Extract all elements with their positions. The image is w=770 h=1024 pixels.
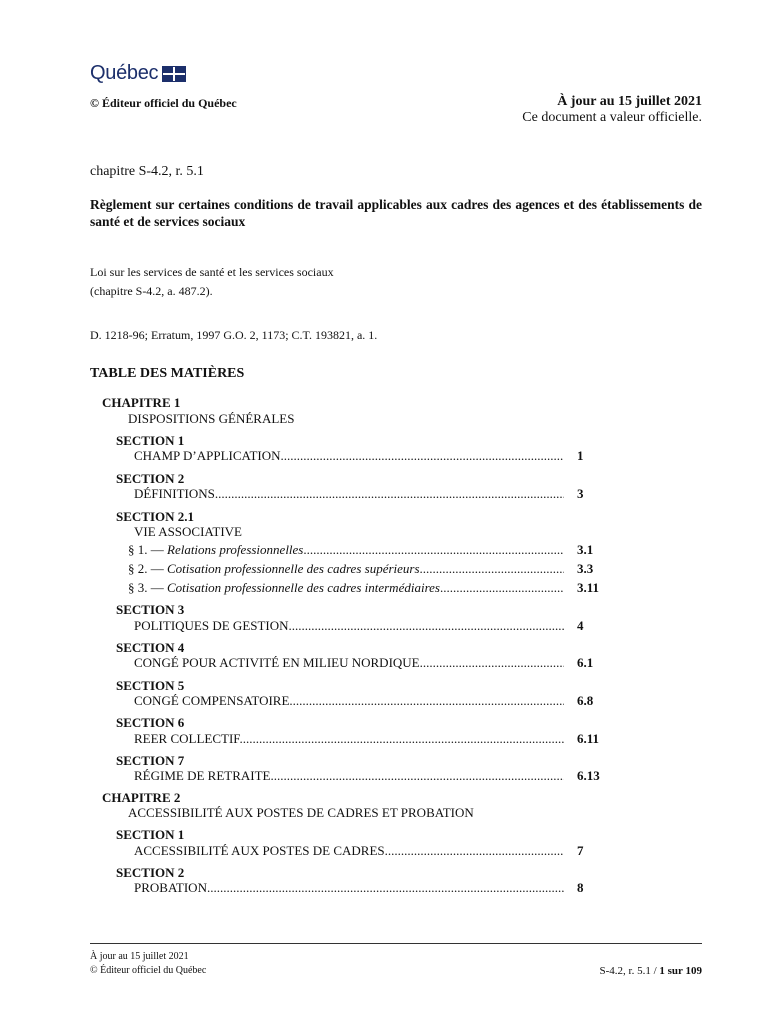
toc-link-champ-application[interactable]: CHAMP D’APPLICATION ..... [134, 448, 564, 464]
publisher-label: © Éditeur officiel du Québec [90, 96, 237, 110]
enabling-law [90, 263, 334, 301]
section-4-label: SECTION 4 [116, 640, 185, 655]
footer-update-date: À jour au 15 juillet 2021 [90, 951, 189, 962]
page-number: 8 [577, 880, 584, 895]
toc-link-politiques-gestion[interactable]: POLITIQUES DE GESTION ..... [134, 618, 564, 634]
chapter-1-label: CHAPITRE 1 [102, 395, 181, 410]
toc-link-regime-retraite[interactable]: RÉGIME DE RETRAITE ..... [134, 768, 564, 784]
toc-link-reer-collectif[interactable]: REER COLLECTIF ..... [134, 731, 564, 747]
page-number: 7 [577, 843, 584, 858]
page-number: 6.11 [577, 731, 600, 746]
page-number: 6.8 [577, 693, 594, 708]
footer-left [90, 950, 206, 978]
page-number: 3.3 [577, 561, 594, 576]
section-2-label: SECTION 2 [116, 471, 185, 486]
page-number: 4 [577, 618, 584, 633]
toc-link-relations-professionnelles[interactable]: § 1. — Relations professionnelles ..... [128, 542, 564, 558]
decree-references: D. 1218-96; Erratum, 1997 G.O. 2, 1173; C.T. 193821, a. 1. [90, 328, 378, 342]
page-number: 1 [577, 448, 584, 463]
toc-link-probation[interactable]: PROBATION ..... [134, 880, 564, 896]
header-status [522, 94, 702, 126]
chapter-2-title: ACCESSIBILITÉ AUX POSTES DE CADRES ET PROBATION [128, 805, 474, 820]
page-number: 3.11 [577, 580, 600, 595]
validity-note: Ce document a valeur officielle. [522, 110, 702, 125]
chapter-2-label: CHAPITRE 2 [102, 790, 181, 805]
toc-link-conge-milieu-nordique[interactable]: CONGÉ POUR ACTIVITÉ EN MILIEU NORDIQUE ..... [134, 655, 564, 671]
law-name: Loi sur les services de santé et les services sociaux [90, 265, 334, 279]
toc-link-conge-compensatoire[interactable]: CONGÉ COMPENSATOIRE ..... [134, 693, 564, 709]
footer-doc-ref: S-4.2, r. 5.1 / [599, 965, 660, 977]
chapter-reference: chapitre S-4.2, r. 5.1 [90, 164, 204, 179]
section-5-label: SECTION 5 [116, 678, 185, 693]
section-1-label: SECTION 1 [116, 827, 185, 842]
logo-wordmark: Québec [90, 62, 159, 84]
toc-heading: TABLE DES MATIÈRES [90, 366, 245, 381]
section-1-label: SECTION 1 [116, 433, 185, 448]
page-of-total: 1 sur 109 [659, 965, 702, 977]
page-indicator [600, 965, 703, 977]
toc-link-definitions[interactable]: DÉFINITIONS ..... [134, 486, 564, 502]
page-number: 3 [577, 486, 584, 501]
toc-link-cotisation-cadres-intermediaires[interactable]: § 3. — Cotisation professionnelle des cadres intermédiaires ..... [128, 580, 564, 596]
section-2-1-title: VIE ASSOCIATIVE [134, 524, 242, 539]
section-2-label: SECTION 2 [116, 865, 185, 880]
fleur-de-lis-flag-icon [162, 66, 186, 82]
page-number: 6.13 [577, 768, 600, 783]
footer-publisher: © Éditeur officiel du Québec [90, 965, 207, 976]
section-7-label: SECTION 7 [116, 753, 185, 768]
quebec-logo [90, 62, 186, 85]
page-number: 3.1 [577, 542, 594, 557]
regulation-title: Règlement sur certaines conditions de travail applicables aux cadres des agences et des établissements de santé et de services sociaux [90, 197, 702, 229]
chapter-1-title: DISPOSITIONS GÉNÉRALES [128, 411, 295, 426]
law-article: (chapitre S-4.2, a. 487.2). [90, 284, 213, 298]
section-6-label: SECTION 6 [116, 715, 185, 730]
section-3-label: SECTION 3 [116, 602, 185, 617]
section-2-1-label: SECTION 2.1 [116, 509, 195, 524]
toc-link-cotisation-cadres-superieurs[interactable]: § 2. — Cotisation professionnelle des cadres supérieurs ..... [128, 561, 564, 577]
update-date: À jour au 15 juillet 2021 [557, 94, 702, 109]
page-number: 6.1 [577, 655, 594, 670]
toc-link-accessibilite-postes[interactable]: ACCESSIBILITÉ AUX POSTES DE CADRES ..... [134, 843, 564, 859]
footer-divider [90, 943, 702, 944]
